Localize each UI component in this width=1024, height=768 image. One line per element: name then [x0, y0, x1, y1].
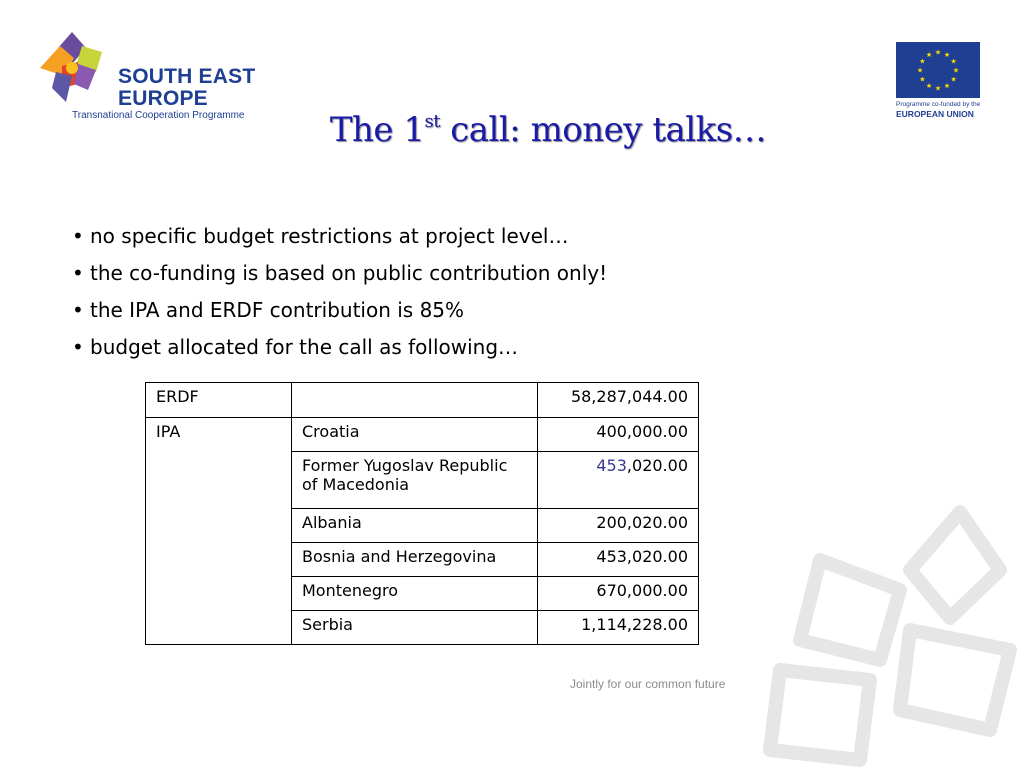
ipa-label-cell: IPA: [146, 418, 292, 645]
bullet-text: the IPA and ERDF contribution is 85%: [90, 298, 465, 322]
eu-star-icon: ★: [950, 57, 957, 66]
eu-star-icon: ★: [934, 48, 942, 57]
eu-star-icon: ★: [925, 50, 933, 59]
flower-logo-icon: [34, 28, 114, 108]
slide-title: [0, 110, 1024, 150]
bullet-icon: •: [72, 298, 84, 322]
logo-subtitle: Transnational Cooperation Programme: [72, 110, 245, 121]
country-cell: Croatia: [292, 418, 538, 452]
eu-star-icon: ★: [919, 75, 926, 84]
logo-line-2: EUROPE: [118, 87, 208, 110]
eu-star-icon: ★: [934, 84, 942, 93]
eu-star-icon: ★: [950, 75, 957, 84]
bullet-icon: •: [72, 335, 84, 359]
erdf-empty-cell: [292, 383, 538, 418]
bullet-list: [72, 218, 607, 366]
amount-cell: 400,000.00: [538, 418, 699, 452]
budget-table: [145, 382, 699, 645]
eu-star-icon: ★: [916, 66, 924, 75]
eu-flag-icon: [896, 42, 980, 98]
amount-cell: 453,020.00: [538, 543, 699, 577]
eu-caption-big: EUROPEAN UNION: [896, 109, 974, 119]
amount-cell: 1,114,228.00: [538, 611, 699, 645]
eu-caption-small: Programme co-funded by the: [896, 101, 981, 108]
amount-cell: [538, 452, 699, 509]
title-superscript: st: [424, 111, 440, 132]
eu-star-icon: ★: [943, 82, 951, 91]
amount-cell: 670,000.00: [538, 577, 699, 611]
bullet-item: [72, 255, 607, 292]
flower-watermark-icon: [760, 500, 1024, 768]
erdf-label-cell: ERDF: [146, 383, 292, 418]
country-cell: Serbia: [292, 611, 538, 645]
title-suffix: call: money talks…: [439, 110, 767, 150]
bullet-item: [72, 292, 607, 329]
bullet-text: the co-funding is based on public contribution only!: [90, 261, 608, 285]
country-cell: Montenegro: [292, 577, 538, 611]
bullet-icon: •: [72, 224, 84, 248]
country-cell: Bosnia and Herzegovina: [292, 543, 538, 577]
eu-star-icon: ★: [919, 57, 926, 66]
footer-tagline: Jointly for our common future: [570, 677, 726, 691]
country-cell: Albania: [292, 509, 538, 543]
amount-blue-part: 453: [596, 456, 627, 475]
bullet-icon: •: [72, 261, 84, 285]
eu-star-icon: ★: [952, 66, 960, 75]
country-cell: Former Yugoslav Republic of Macedonia: [292, 452, 538, 509]
bullet-text: no specific budget restrictions at project level…: [90, 224, 569, 248]
eu-star-icon: ★: [925, 82, 933, 91]
amount-rest-part: ,020.00: [626, 456, 688, 475]
bullet-item: [72, 218, 607, 255]
erdf-amount-cell: 58,287,044.00: [538, 383, 699, 418]
title-prefix: The 1: [329, 110, 425, 150]
table-row: [146, 418, 699, 452]
bullet-text: budget allocated for the call as following…: [90, 335, 519, 359]
bullet-item: [72, 329, 607, 366]
table-row-erdf: [146, 383, 699, 418]
eu-star-icon: ★: [943, 50, 951, 59]
logo-line-1: SOUTH EAST: [118, 65, 256, 88]
amount-cell: 200,020.00: [538, 509, 699, 543]
